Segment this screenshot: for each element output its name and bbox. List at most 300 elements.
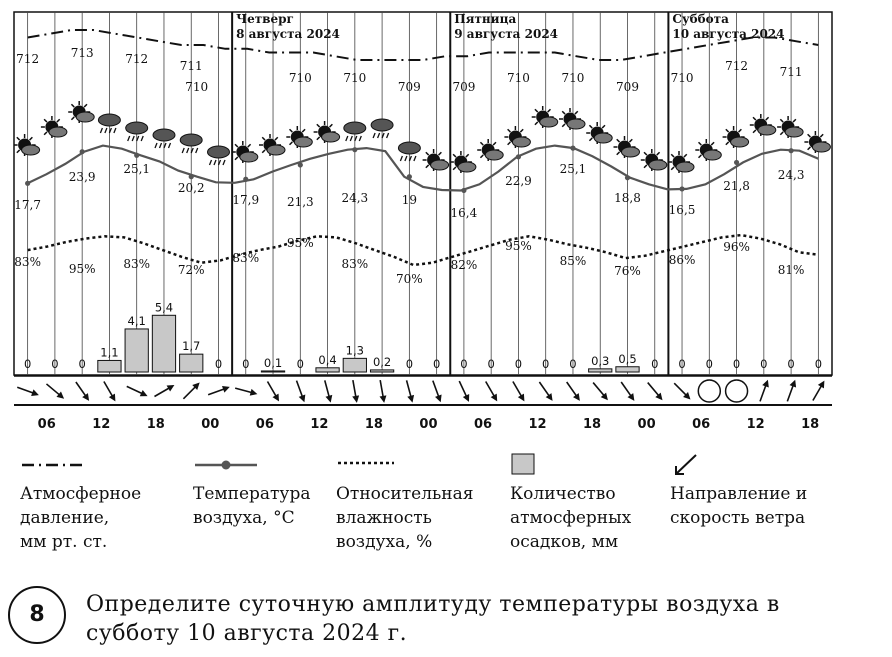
rain-drop [414, 156, 416, 161]
wind-arrow-icon [784, 379, 798, 403]
sun-ray [808, 147, 811, 150]
wind-head [167, 382, 177, 392]
wind-arrow-icon [456, 380, 472, 404]
legend [0, 452, 892, 562]
pressure-label: 710 [185, 80, 209, 94]
rain-drop [100, 128, 102, 133]
question-text: Определите суточную амплитуду температуры воздуха в субботу 10 августа 2024 г. [86, 592, 780, 646]
sun-ray [30, 137, 33, 140]
cloud-shape [458, 162, 476, 172]
partly-sunny-icon [477, 139, 503, 161]
sun-ray [699, 155, 702, 158]
wind-head [435, 395, 444, 404]
cloud-shape [812, 142, 830, 152]
cloud-shape [294, 137, 312, 147]
temperature-label: 23,9 [68, 170, 96, 184]
rain-drop [378, 133, 380, 138]
rain-drop [405, 156, 407, 161]
precipitation-bar [261, 371, 284, 372]
sun-ray [562, 124, 565, 127]
sun-ray [739, 129, 742, 132]
cloud-shape [22, 145, 40, 155]
wind-arrow-icon [537, 380, 556, 403]
precipitation-bar [589, 369, 612, 372]
partly-sunny-icon [232, 141, 258, 163]
sun-ray [548, 109, 551, 112]
sun-ray [71, 104, 74, 107]
partly-sunny-icon [750, 114, 776, 136]
temperature-point [625, 175, 630, 180]
sun-ray [262, 137, 265, 140]
sun-ray [426, 152, 429, 155]
sun-ray [562, 111, 565, 114]
temperature-point [25, 181, 30, 186]
rain-drop [400, 156, 402, 161]
precipitation-label: 0 [405, 357, 414, 371]
cloud-shape [485, 150, 503, 160]
wind-head [463, 394, 472, 403]
temperature-label: 17,9 [232, 193, 260, 207]
humidity-label: 83% [341, 257, 369, 271]
wind-head [109, 394, 119, 404]
rain-drop [350, 136, 352, 141]
rain-drop [160, 143, 162, 148]
temperature-label: 25,1 [559, 162, 587, 176]
cloud-shape [240, 152, 258, 162]
precipitation-label: 0 [542, 357, 550, 371]
legend-temperature [193, 452, 311, 528]
sun-ray [699, 142, 702, 145]
sun-ray [84, 104, 87, 107]
cloud-shape [322, 132, 340, 142]
pressure-label: 710 [506, 71, 530, 85]
time-tick-label: 06 [255, 417, 274, 432]
time-tick-label: 06 [37, 417, 56, 432]
sun-ray [44, 132, 47, 135]
sun-ray [671, 167, 674, 170]
wind-arrow-icon [264, 380, 282, 403]
day-name: Пятница [454, 12, 517, 26]
precipitation-label: 0,4 [318, 352, 337, 367]
rain-drop [346, 136, 348, 141]
sun-ray [466, 154, 469, 157]
wind-head [222, 384, 231, 393]
day-date: 8 августа 2024 [236, 27, 340, 41]
sun-ray [589, 138, 592, 141]
precipitation-label: 0 [814, 357, 823, 371]
temperature-point [679, 186, 684, 191]
precipitation-label: 0 [23, 357, 32, 371]
precipitation-bar [152, 315, 175, 372]
sun-ray [780, 119, 783, 122]
wind-arrow-icon [293, 379, 307, 403]
temperature-point [80, 149, 85, 154]
sun-ray [17, 137, 20, 140]
day-date: 9 августа 2024 [454, 27, 559, 41]
sun-ray [753, 117, 756, 120]
humidity-label: 76% [614, 264, 641, 278]
partly-sunny-icon [723, 126, 749, 148]
cloud-shape [731, 137, 749, 147]
rain-drop [155, 143, 157, 148]
temperature-point [189, 174, 194, 179]
time-tick-label: 18 [583, 417, 602, 432]
pressure-label: 710 [288, 71, 312, 85]
cloud-shape [567, 119, 585, 129]
cloud-shape [208, 146, 230, 158]
humidity-label: 95% [505, 239, 532, 253]
rain-drop [223, 160, 225, 165]
precipitation-label: 0 [296, 357, 304, 371]
cloud-shape [98, 114, 120, 126]
wind-arrow-icon [403, 379, 416, 403]
wind-arrow-icon [618, 380, 637, 403]
partly-sunny-icon [641, 149, 667, 171]
sun-ray [535, 109, 538, 112]
rain-drop [210, 160, 212, 165]
calm-wind-icon [698, 380, 720, 402]
cloud-shape [126, 122, 148, 134]
sun-ray [426, 165, 429, 168]
cloud-shape [344, 122, 366, 134]
precipitation-bar [316, 368, 339, 372]
sun-ray [508, 129, 511, 132]
sun-ray [780, 132, 783, 135]
sun-ray [644, 165, 647, 168]
wind-arrow-icon [207, 384, 231, 398]
pressure-label: 709 [616, 80, 639, 94]
time-tick-label: 12 [528, 417, 547, 432]
precipitation-bar [98, 360, 121, 372]
shaded-square-icon [510, 452, 580, 478]
temperature-label: 16,4 [450, 206, 478, 220]
precipitation-label: 0 [732, 357, 741, 371]
temperature-point [734, 160, 739, 165]
cloud-shape [622, 147, 640, 157]
sun-ray [71, 117, 74, 120]
wind-arrow-icon [321, 379, 334, 403]
sun-ray [453, 154, 456, 157]
rain-drop [373, 133, 375, 138]
rain-drop [105, 128, 107, 133]
precipitation-label: 0 [569, 357, 577, 371]
wind-head [491, 394, 501, 404]
wind-head [140, 390, 149, 399]
sun-ray [317, 137, 320, 140]
precipitation-label: 4,1 [127, 313, 146, 328]
rain-drop [128, 136, 130, 141]
wind-head [790, 379, 799, 388]
time-tick-label: 06 [692, 417, 711, 432]
wind-head [250, 389, 259, 398]
time-tick-label: 00 [637, 417, 656, 432]
pressure-label: 712 [725, 59, 749, 73]
precipitation-label: 0 [242, 357, 250, 371]
sun-ray [330, 124, 333, 127]
time-tick-label: 18 [801, 417, 820, 432]
cloud-shape [76, 112, 94, 122]
cloud-shape [180, 134, 202, 146]
time-tick-label: 18 [146, 417, 165, 432]
temperature-point [570, 146, 575, 151]
temperature-label: 24,3 [341, 191, 369, 205]
rain-drop [182, 148, 184, 153]
sun-ray [753, 130, 756, 133]
rain-drop [169, 143, 171, 148]
wind-head [407, 395, 416, 404]
rain-drop [132, 136, 134, 141]
wind-arrow-icon [672, 381, 693, 402]
pressure-label: 710 [343, 71, 367, 85]
rain-drop [187, 148, 189, 153]
wind-head [352, 395, 360, 403]
precipitation-bar [125, 329, 148, 372]
question-number: 8 [8, 586, 66, 644]
temperature-point [134, 153, 139, 158]
partly-sunny-icon [14, 134, 40, 156]
time-tick-label: 12 [310, 417, 329, 432]
sun-ray [480, 155, 483, 158]
sun-ray [726, 129, 729, 132]
sun-ray [262, 150, 265, 153]
precipitation-label: 0,5 [618, 351, 637, 366]
wind-arrow-icon [670, 452, 740, 478]
wind-arrow-icon [757, 379, 771, 403]
sun-ray [726, 142, 729, 145]
partly-sunny-icon [777, 116, 803, 138]
time-tick-label: 18 [364, 417, 383, 432]
sun-ray [808, 134, 811, 137]
legend-precipitation-label: Количество атмосферных осадков, мм [510, 484, 632, 552]
pressure-label: 711 [779, 65, 803, 79]
temperature-point [352, 147, 357, 152]
day-name: Четверг [236, 12, 294, 26]
sun-ray [57, 119, 60, 122]
temperature-point [461, 188, 466, 193]
sun-ray [617, 139, 620, 142]
precipitation-label: 0 [678, 357, 686, 371]
temperature-point [789, 148, 794, 153]
temperature-label: 22,9 [505, 174, 532, 188]
partly-sunny-icon [586, 122, 612, 144]
pressure-label: 710 [670, 71, 694, 85]
cloud-shape [49, 127, 67, 137]
cloud-shape [371, 119, 393, 131]
precipitation-label: 0 [432, 357, 441, 371]
temperature-label: 21,8 [723, 179, 750, 193]
sun-ray [820, 134, 823, 137]
cloud-shape [758, 125, 776, 135]
wind-arrow-icon [16, 384, 40, 398]
sun-ray [275, 137, 278, 140]
wind-head [628, 393, 638, 403]
wind-arrow-icon [564, 380, 583, 403]
partly-sunny-icon [450, 151, 476, 173]
wind-arrow-icon [430, 379, 444, 403]
temperature-label: 25,1 [123, 162, 151, 176]
wind-head [518, 394, 528, 404]
humidity-label: 86% [668, 253, 696, 267]
sun-ray [290, 129, 293, 132]
partly-sunny-icon [668, 151, 694, 173]
humidity-label: 85% [559, 254, 587, 268]
pressure-label: 710 [561, 71, 585, 85]
wind-arrow-icon [645, 380, 665, 402]
cloud-shape [785, 127, 803, 137]
legend-pressure-label: Атмосферное давление, мм рт. ст. [20, 484, 142, 552]
pressure-label: 712 [125, 52, 149, 66]
wind-arrow-icon [73, 380, 92, 403]
rain-drop [196, 148, 198, 153]
precipitation-label: 0,3 [591, 353, 610, 368]
sun-ray [617, 152, 620, 155]
humidity-label: 95% [286, 236, 314, 250]
precipitation-label: 0 [651, 357, 659, 371]
temperature-label: 24,3 [777, 168, 805, 182]
rain-drop [387, 133, 389, 138]
temperature-point [407, 174, 412, 179]
humidity-label: 82% [450, 258, 478, 272]
sun-ray [793, 119, 796, 122]
temperature-label: 19 [401, 193, 418, 207]
time-tick-label: 00 [419, 417, 438, 432]
cloud-shape [153, 129, 175, 141]
cloud-shape [512, 137, 530, 147]
legend-humidity [336, 452, 474, 552]
precipitation-label: 0 [487, 357, 495, 371]
temperature-label: 21,3 [286, 195, 314, 209]
precipitation-label: 0 [214, 357, 223, 371]
partly-sunny-icon [695, 139, 721, 161]
sun-ray [453, 167, 456, 170]
precipitation-bar [180, 354, 203, 372]
sun-ray [644, 152, 647, 155]
wind-arrow-icon [125, 383, 149, 399]
sun-ray [629, 139, 632, 142]
time-tick-label: 06 [473, 417, 493, 432]
humidity-label: 70% [396, 272, 423, 286]
precipitation-label: 0 [51, 357, 59, 371]
sun-ray [520, 129, 523, 132]
legend-precipitation [510, 452, 632, 552]
humidity-label: 72% [177, 263, 205, 277]
sun-ray [684, 154, 687, 157]
wind-head [82, 393, 92, 403]
legend-wind-label: Направление и скорость ветра [670, 484, 808, 528]
sun-ray [711, 142, 714, 145]
sun-ray [766, 117, 769, 120]
sun-ray [508, 142, 511, 145]
wind-head [31, 389, 40, 398]
pressure-label: 711 [179, 59, 203, 73]
sun-ray [235, 157, 238, 160]
humidity-label: 83% [123, 257, 151, 271]
pressure-label: 712 [16, 52, 40, 66]
sun-ray [439, 152, 442, 155]
wind-arrow-icon [349, 380, 360, 404]
precipitation-label: 5,4 [154, 300, 174, 315]
wind-head [546, 393, 556, 403]
humidity-label: 83% [232, 251, 260, 265]
legend-temperature-label: Температура воздуха, °С [193, 484, 311, 528]
precipitation-bar [343, 358, 366, 372]
partly-sunny-icon [41, 116, 67, 138]
cloud-shape [431, 160, 449, 170]
partly-sunny-icon [532, 106, 558, 128]
sun-ray [589, 125, 592, 128]
wind-head [762, 379, 771, 388]
cloud-shape [398, 142, 420, 154]
partly-sunny-icon [559, 108, 585, 130]
cloud-shape [649, 160, 667, 170]
sun-ray [480, 142, 483, 145]
wind-head [380, 395, 388, 403]
precipitation-label: 0 [787, 357, 795, 371]
wind-arrow-icon [483, 380, 501, 403]
precipitation-label: 0 [705, 357, 713, 371]
rain-drop [141, 136, 143, 141]
precipitation-label: 0 [78, 357, 86, 371]
partly-sunny-icon [286, 126, 312, 148]
precipitation-label: 0 [514, 357, 523, 371]
sun-ray [44, 119, 47, 122]
sun-ray [248, 144, 251, 147]
partly-sunny-icon [804, 131, 830, 153]
wind-head [818, 379, 828, 389]
precipitation-label: 1,1 [100, 345, 119, 360]
dotted-line-icon [336, 452, 406, 478]
sun-ray [671, 154, 674, 157]
day-name: Суббота [672, 12, 729, 26]
temperature-label: 20,2 [177, 181, 205, 195]
wind-arrow-icon [181, 380, 202, 401]
temperature-label: 17,7 [14, 198, 41, 212]
precipitation-label: 1,7 [182, 339, 201, 354]
wind-head [326, 395, 335, 404]
rain-drop [214, 160, 216, 165]
precipitation-label: 0,1 [263, 355, 283, 370]
line-with-dots-icon [193, 452, 263, 478]
cloud-shape [540, 117, 558, 127]
wind-arrow-icon [810, 379, 828, 402]
temperature-point [516, 154, 521, 159]
question-block [0, 578, 892, 648]
precipitation-label: 0,2 [372, 354, 392, 369]
temperature-label: 16,5 [668, 203, 696, 217]
sun-ray [535, 122, 538, 125]
wind-arrow-icon [377, 380, 388, 404]
sun-ray [493, 142, 496, 145]
day-date: 10 августа 2024 [672, 27, 785, 41]
partly-sunny-icon [314, 121, 340, 143]
sun-ray [290, 142, 293, 145]
rain-drop [114, 128, 116, 133]
precipitation-label: 0 [460, 357, 468, 371]
wind-arrow-icon [153, 382, 176, 400]
sun-ray [317, 124, 320, 127]
legend-pressure [20, 452, 142, 552]
precipitation-bar [616, 367, 639, 372]
sun-ray [575, 111, 578, 114]
sun-ray [17, 150, 20, 153]
precipitation-label: 0 [760, 357, 768, 371]
sun-ray [602, 125, 605, 128]
partly-sunny-icon [423, 149, 449, 171]
legend-humidity-label: Относительная влажность воздуха, % [336, 484, 474, 552]
pressure-label: 709 [452, 80, 476, 94]
humidity-label: 81% [777, 263, 805, 277]
partly-sunny-icon [68, 101, 94, 123]
